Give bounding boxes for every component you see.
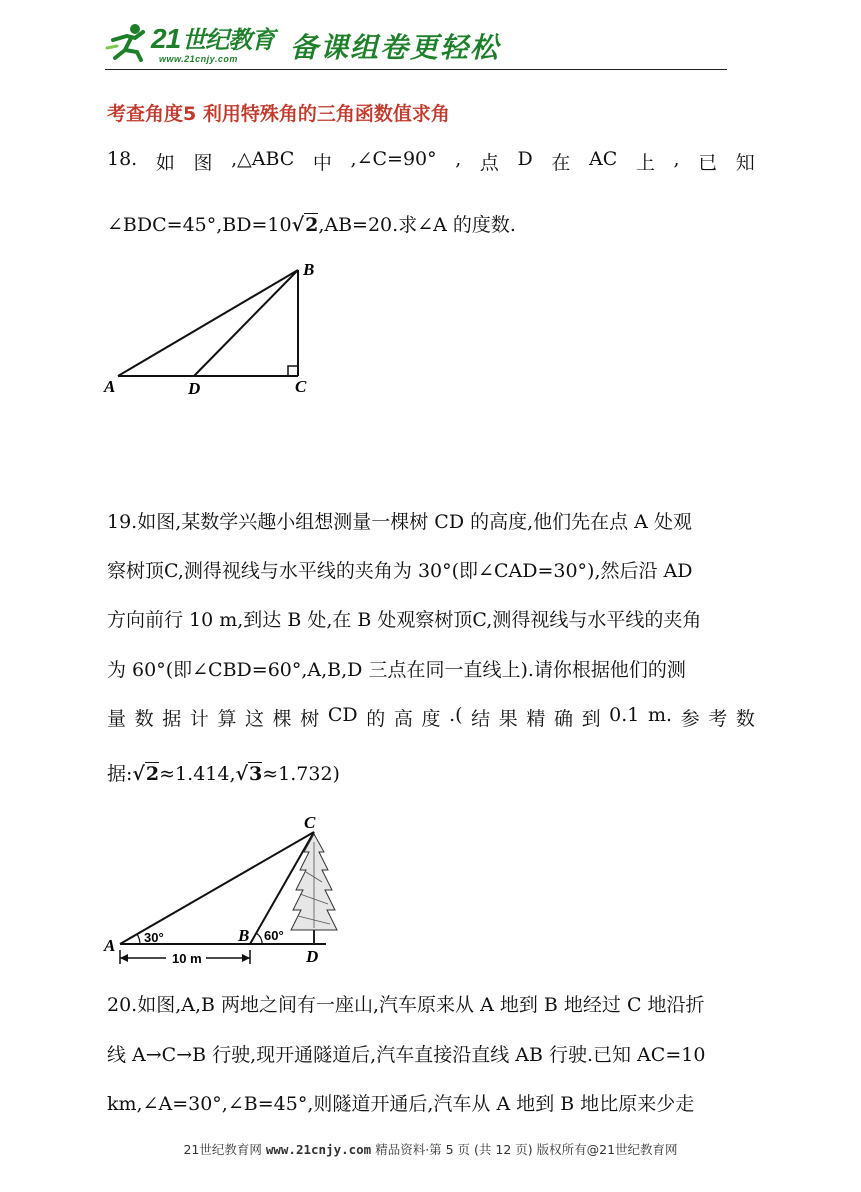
distance-label: 10 m xyxy=(172,951,202,966)
q19.line5-word: 棵 xyxy=(272,708,292,730)
q19.line5-word: .( xyxy=(449,704,463,726)
q18-line-2 xyxy=(107,210,755,237)
label-c: C xyxy=(295,377,307,396)
q19.line5-word: 高 xyxy=(393,708,413,730)
footer-url[interactable]: www.21cnjy.com xyxy=(265,1142,372,1157)
q18-text-b: ,AB=20.求∠A 的度数. xyxy=(318,214,516,236)
q18.line1-word: 如 xyxy=(155,152,175,174)
q19-line-3: 方向前行 10 m,到达 B 处,在 B 处观察树顶C,测得视线与水平线的夹角 xyxy=(107,609,702,631)
q19.line5-word: 的 xyxy=(366,708,386,730)
sqrt-3: √3 xyxy=(235,763,263,785)
label-d: D xyxy=(306,947,319,966)
q19.line5-word: 计 xyxy=(189,708,209,730)
sqrt-2: √2 xyxy=(132,763,160,785)
q18.line1-word: AC xyxy=(589,148,618,170)
q18.line1-word: 中 xyxy=(312,152,332,174)
footer-info: 精品资料·第 5 页 (共 12 页) 版权所有@21世纪教育网 xyxy=(375,1142,678,1157)
section-title: 考查角度5 利用特殊角的三角函数值求角 xyxy=(107,103,450,125)
q19.line5-word: 数 xyxy=(134,708,154,730)
q18.line1-word: 图 xyxy=(193,152,213,174)
figure-18-triangle xyxy=(100,258,330,403)
q19-text-b: ≈1.414, xyxy=(159,763,236,785)
q19.line5-word: 树 xyxy=(300,708,320,730)
header-slogan: 备课组卷更轻松 xyxy=(290,31,501,64)
header-rule xyxy=(105,69,727,70)
right-angle-mark xyxy=(288,366,298,376)
q19.line5-word: 度 xyxy=(421,708,441,730)
label-d: D xyxy=(188,379,201,398)
q19-line-4: 为 60°(即∠CBD=60°,A,B,D 三点在同一直线上).请你根据他们的测 xyxy=(107,659,686,681)
segment-ab xyxy=(118,270,298,376)
q19-text-a: 据: xyxy=(107,763,133,785)
q19-line-1: 19.如图,某数学兴趣小组想测量一棵树 CD 的高度,他们先在点 A 处观 xyxy=(107,511,692,533)
brand-name: 世纪教育 xyxy=(182,27,275,54)
q18-line-1 xyxy=(107,148,755,175)
angle-b-label: 60° xyxy=(264,928,284,943)
q18.line1-word: 点 xyxy=(479,152,499,174)
label-a: A xyxy=(104,377,116,396)
q18.line1-word: D xyxy=(517,148,533,170)
angle-a-label: 30° xyxy=(144,930,164,945)
q18.line1-word: 已 xyxy=(698,152,718,174)
q18.line1-word: , xyxy=(673,148,680,170)
q18.line1-word: 18. xyxy=(107,148,138,170)
q19-line-6 xyxy=(107,759,755,786)
brand-number: 21 xyxy=(151,23,181,54)
q19.line5-word: CD xyxy=(327,704,358,726)
q19-line-2: 察树顶C,测得视线与水平线的夹角为 30°(即∠CAD=30°),然后沿 AD xyxy=(107,560,693,582)
angle-a-arc xyxy=(137,934,140,944)
footer-site: 21世纪教育网 xyxy=(183,1142,262,1157)
q19.line5-word: 参 xyxy=(680,708,700,730)
page-footer xyxy=(0,1140,861,1158)
q20-line-2: 线 A→C→B 行驶,现开通隧道后,汽车直接沿直线 AB 行驶.已知 AC=10 xyxy=(107,1044,706,1066)
label-a: A xyxy=(104,936,116,955)
label-c: C xyxy=(304,813,316,832)
q19.line5-word: 据 xyxy=(162,708,182,730)
angle-b-arc xyxy=(256,933,262,944)
q18.line1-word: 在 xyxy=(551,152,571,174)
q19.line5-word: 数 xyxy=(735,708,755,730)
label-b: B xyxy=(303,260,315,279)
q19-text-c: ≈1.732) xyxy=(262,763,340,785)
runner-logo-icon xyxy=(105,22,151,62)
q20-line-3: km,∠A=30°,∠B=45°,则隧道开通后,汽车从 A 地到 B 地比原来少走 xyxy=(107,1093,695,1115)
page-header xyxy=(105,18,727,70)
q19-line-5 xyxy=(107,704,755,731)
q19.line5-word: 量 xyxy=(107,708,127,730)
q18.line1-word: ,∠C=90° xyxy=(350,148,437,170)
label-b: B xyxy=(238,926,250,945)
q18.line1-word: , xyxy=(455,148,462,170)
q19.line5-word: 这 xyxy=(245,708,265,730)
sqrt-2: √2 xyxy=(291,214,319,236)
brand-url: www.21cnjy.com xyxy=(159,54,238,64)
q19.line5-word: 算 xyxy=(217,708,237,730)
q19.line5-word: 确 xyxy=(553,708,573,730)
q20-line-1: 20.如图,A,B 两地之间有一座山,汽车原来从 A 地到 B 地经过 C 地沿折 xyxy=(107,994,705,1016)
q18.line1-word: 上 xyxy=(635,152,655,174)
q19.line5-word: 精 xyxy=(526,708,546,730)
q18-text-a: ∠BDC=45°,BD=10 xyxy=(107,214,292,236)
q18.line1-word: ,△ABC xyxy=(231,148,295,170)
q19.line5-word: 0.1 xyxy=(609,704,640,726)
q19.line5-word: 结 xyxy=(471,708,491,730)
q19.line5-word: m. xyxy=(647,704,673,726)
tree-icon xyxy=(291,834,337,944)
q19.line5-word: 果 xyxy=(498,708,518,730)
sightline-ac xyxy=(120,832,314,944)
figure-19-tree xyxy=(100,812,340,972)
q18.line1-word: 知 xyxy=(735,152,755,174)
q19.line5-word: 到 xyxy=(581,708,601,730)
q19.line5-word: 考 xyxy=(708,708,728,730)
brand-logo xyxy=(151,20,274,55)
